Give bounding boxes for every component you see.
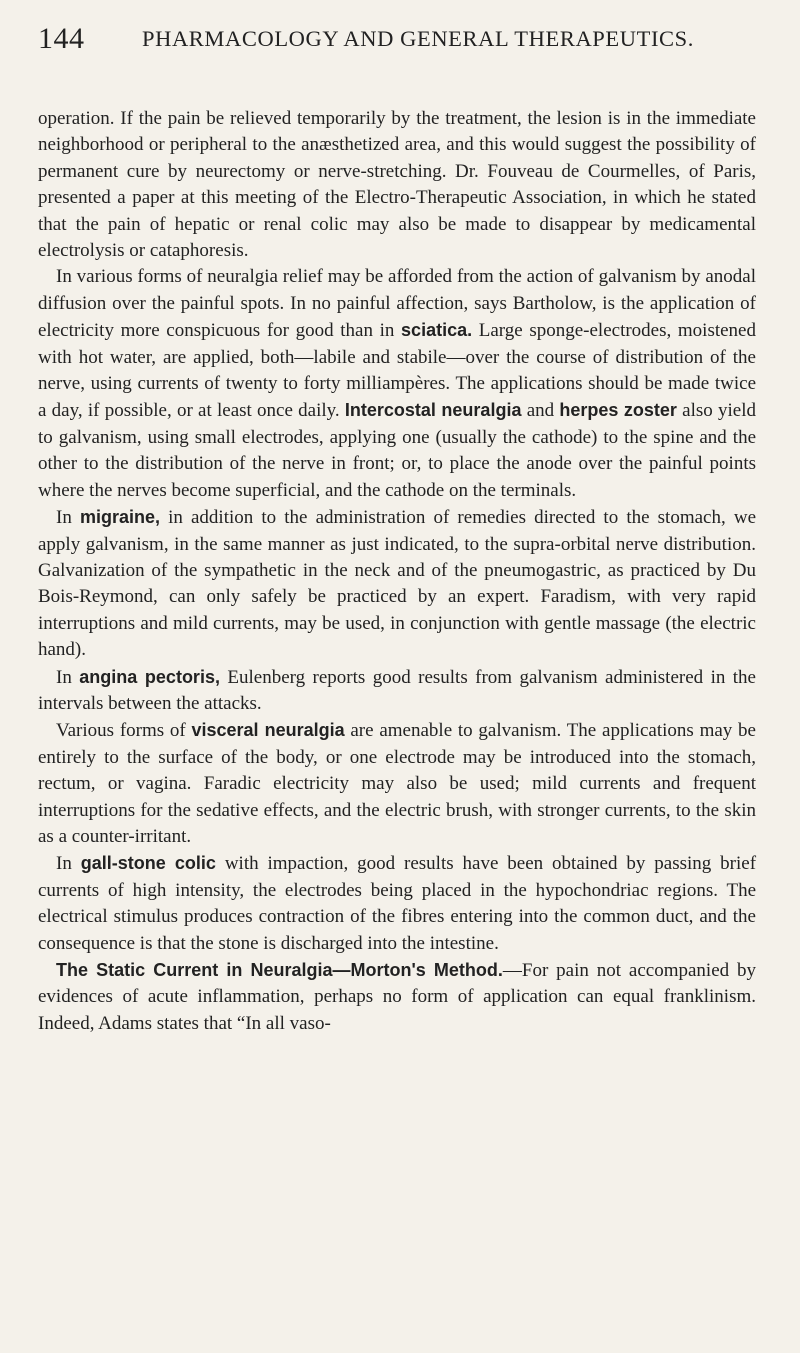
p5-text-b: are amenable to galvanism. The applications may be entirely to the surface of the body, or one electrode may be introduced into the stomach, rectum, or vagina. Faradic electricity may also be used; mild currents and frequent interruptions for the sedative effects, and the electric brush, with stronger currents, to the skin as a counter-irritant. [38, 720, 756, 847]
p3-text-b: in addition to the administration of remedies directed to the stomach, we apply galvanism, in the same manner as just indicated, to the supra-orbital nerve distribution. Galvanization of the sympathetic in the neck and of the pneumogastric, as practiced by Du Bois-Reymond, can only safely be practiced by an expert. Faradism, with very rapid interruptions and mild currents, may be used, in conjunction with gentle massage (the electric hand). [38, 507, 756, 661]
p3-text-a: In [56, 507, 80, 529]
body-text [38, 106, 756, 1037]
p6-text-b: with impaction, good results have been obtained by passing brief currents of high intensity, the electrodes being placed in the hypochondriac regions. The electrical stimulus produces contraction of the fibres entering into the common duct, and the consequence is that the stone is discharged into the intestine. [38, 853, 757, 954]
paragraph-4 [38, 664, 756, 718]
paragraph-1: operation. If the pain be relieved temporarily by the treatment, the lesion is in the immediate neighborhood or peripheral to the anæsthetized area, and this would suggest the possibility of permanent cure by neurectomy or nerve-stretching. Dr. Fouveau de Courmelles, of Paris, presented a paper at this meeting of the Electro-Therapeutic Association, in which he stated that the pain of hepatic or renal colic may also be made to disappear by medicamental electrolysis or cataphoresis. [38, 108, 756, 262]
term-visceral-neuralgia: visceral neuralgia [191, 720, 345, 741]
p4-text-a: In [56, 666, 80, 688]
term-intercostal-neuralgia: Intercostal neuralgia [344, 400, 522, 421]
paragraph-5 [38, 717, 756, 850]
p2-text-d: also yield to galvanism, using small electrodes, applying one (usually the cathode) to the spine and the other to the distribution of the nerve in front; or, to place the anode over the painful points where the nerves become superficial, and the cathode on the terminals. [38, 400, 756, 501]
p6-text-a: In [56, 853, 81, 875]
page-number: 144 [38, 22, 85, 55]
p2-text-b: Large sponge-electrodes, moistened with hot water, are applied, both—labile and stabile—over the course of distribution of the nerve, using currents of twenty to forty milliampères. The applications should be made twice a day, if possible, or at least once daily. [38, 320, 756, 422]
p2-text-a: In various forms of neuralgia relief may be afforded from the action of galvanism by anodal diffusion over the painful spots. In no painful affection, says Bartholow, is the application of electricity more conspicuous for good than in [38, 266, 756, 342]
paragraph-7 [38, 957, 756, 1037]
p2-text-c: and [521, 400, 560, 422]
p4-text-b: Eulenberg reports good results from galvanism administered in the intervals between the attacks. [38, 666, 756, 714]
paragraph-2 [38, 264, 756, 504]
term-migraine: migraine, [79, 507, 160, 528]
term-sciatica: sciatica. [401, 320, 473, 341]
paragraph-6 [38, 850, 756, 957]
p7-text-b: —For pain not accompanied by evidences of acute inflammation, perhaps no form of application can equal franklinism. Indeed, Adams states that “In all vaso- [38, 960, 756, 1034]
p5-text-a: Various forms of [56, 720, 192, 742]
term-angina-pectoris: angina pectoris, [79, 666, 220, 687]
term-herpes-zoster: herpes zoster [559, 400, 677, 421]
running-title: PHARMACOLOGY AND GENERAL THERAPEUTICS. [142, 26, 694, 51]
term-gall-stone-colic: gall-stone colic [80, 853, 216, 874]
page-header [38, 14, 760, 64]
paragraph-3 [38, 504, 756, 663]
section-heading-static-current: The Static Current in Neuralgia—Morton's Method. [56, 960, 503, 980]
